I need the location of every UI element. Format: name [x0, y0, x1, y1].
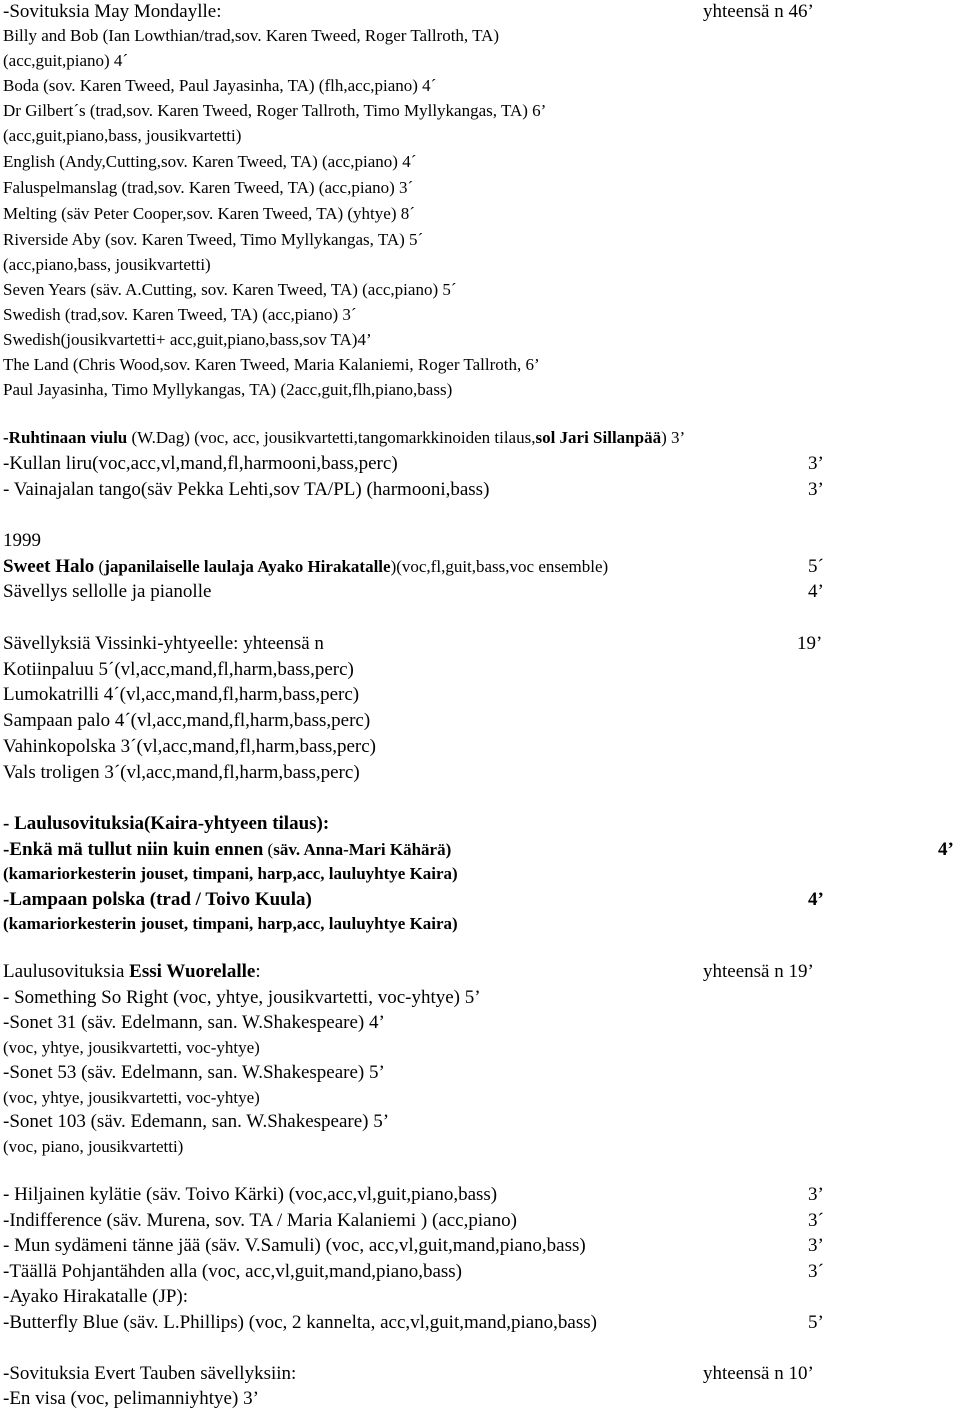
list-item: Vahinkopolska 3´(vl,acc,mand,fl,harm,bass,perc) — [3, 736, 377, 757]
soloist-name: sol Jari Sillanpää — [535, 428, 662, 447]
list-item: Faluspelmanslag (trad,sov. Karen Tweed, TA) (acc,piano) 3´ — [3, 178, 414, 197]
list-item: Melting (säv Peter Cooper,sov. Karen Tweed, TA) (yhtye) 8´ — [3, 204, 415, 223]
list-item: English (Andy,Cutting,sov. Karen Tweed, TA) (acc,piano) 4´ — [3, 152, 417, 171]
section-heading-essi — [3, 962, 261, 981]
ruhtinaan-viulu-line — [3, 429, 685, 446]
item-duration: 3’ — [808, 1235, 824, 1256]
dedicatee: japanilaiselle laulaja Ayako Hirakatalle — [104, 557, 391, 576]
list-item: - Vainajalan tango(säv Pekka Lehti,sov TA/PL) (harmooni,bass) — [3, 479, 490, 500]
list-item-detail: (acc,guit,piano,bass, jousikvartetti) — [3, 126, 242, 145]
section-total: yhteensä n 19’ — [703, 961, 814, 982]
list-item-detail: (voc, yhtye, jousikvartetti, voc-yhtye) — [3, 1088, 260, 1107]
list-item: -Lampaan polska (trad / Toivo Kuula) — [3, 889, 312, 910]
list-item: Swedish (trad,sov. Karen Tweed, TA) (acc,piano) 3´ — [3, 305, 357, 324]
work-title: -Ruhtinaan viulu — [3, 428, 128, 447]
artist-name: Essi Wuorelalle — [129, 961, 256, 982]
section-total: yhteensä n 46’ — [703, 1, 814, 22]
list-item-detail: (kamariorkesterin jouset, timpani, harp,acc, lauluyhtye Kaira) — [3, 864, 458, 883]
list-item: - Hiljainen kylätie (säv. Toivo Kärki) (voc,acc,vl,guit,piano,bass) — [3, 1184, 498, 1205]
list-item: Riverside Aby (sov. Karen Tweed, Timo Myllykangas, TA) 5´ — [3, 230, 424, 249]
item-duration: 3’ — [808, 479, 824, 500]
list-item: -Täällä Pohjantähden alla (voc, acc,vl,guit,mand,piano,bass) — [3, 1261, 463, 1282]
work-title: Sweet Halo — [3, 556, 95, 577]
work-duration: ) 3’ — [661, 428, 686, 447]
enka-line — [3, 840, 451, 859]
list-item: -Kullan liru(voc,acc,vl,mand,fl,harmooni,bass,perc) — [3, 453, 398, 474]
list-item: Swedish(jousikvartetti+ acc,guit,piano,bass,sov TA)4’ — [3, 330, 372, 349]
list-item-detail: (voc, piano, jousikvartetti) — [3, 1137, 184, 1156]
list-item-detail: (kamariorkesterin jouset, timpani, harp,acc, lauluyhtye Kaira) — [3, 914, 458, 933]
work-detail: ( — [263, 840, 274, 859]
heading-text: Laulusovituksia — [3, 961, 130, 982]
work-detail: ( — [94, 557, 105, 576]
sweet-halo-line — [3, 557, 608, 576]
list-item: Vals troligen 3´(vl,acc,mand,fl,harm,bass,perc) — [3, 762, 360, 783]
list-item-detail: (acc,guit,piano) 4´ — [3, 51, 129, 70]
item-duration: 3´ — [808, 1261, 824, 1282]
list-item: - Mun sydämeni tänne jää (säv. V.Samuli) (voc, acc,vl,guit,mand,piano,bass) — [3, 1235, 586, 1256]
list-item: Dr Gilbert´s (trad,sov. Karen Tweed, Roger Tallroth, Timo Myllykangas, TA) 6’ — [3, 101, 547, 120]
section-total: yhteensä n 10’ — [703, 1363, 814, 1384]
list-item-detail: Paul Jayasinha, Timo Myllykangas, TA) (2acc,guit,flh,piano,bass) — [3, 380, 453, 399]
list-item-detail: (acc,piano,bass, jousikvartetti) — [3, 255, 211, 274]
list-item-detail: (voc, yhtye, jousikvartetti, voc-yhtye) — [3, 1038, 260, 1057]
item-duration: 4’ — [808, 581, 824, 602]
list-item: -En visa (voc, pelimanniyhtye) 3’ — [3, 1388, 259, 1409]
section-heading-taube: -Sovituksia Evert Tauben sävellyksiin: — [3, 1363, 297, 1384]
item-duration: 4’ — [808, 889, 824, 910]
subheading-ayako: -Ayako Hirakatalle (JP): — [3, 1286, 189, 1307]
list-item: -Indifference (säv. Murena, sov. TA / Maria Kalaniemi ) (acc,piano) — [3, 1210, 517, 1231]
list-item: Sävellys sellolle ja pianolle — [3, 581, 212, 602]
item-duration: 3’ — [808, 453, 824, 474]
list-item: -Sonet 103 (säv. Edemann, san. W.Shakespeare) 5’ — [3, 1111, 390, 1132]
item-duration: 3’ — [808, 1184, 824, 1205]
list-item: Kotiinpaluu 5´(vl,acc,mand,fl,harm,bass,perc) — [3, 659, 354, 680]
heading-colon: : — [255, 961, 261, 982]
list-item: Boda (sov. Karen Tweed, Paul Jayasinha, TA) (flh,acc,piano) 4´ — [3, 76, 437, 95]
section-heading-may-mondaylle: -Sovituksia May Mondaylle: — [3, 1, 222, 22]
composer: säv. Anna-Mari Kähärä) — [273, 840, 452, 859]
list-item: -Sonet 31 (säv. Edelmann, san. W.Shakespeare) 4’ — [3, 1012, 385, 1033]
list-item: Billy and Bob (Ian Lowthian/trad,sov. Karen Tweed, Roger Tallroth, TA) — [3, 26, 500, 45]
list-item: The Land (Chris Wood,sov. Karen Tweed, Maria Kalaniemi, Roger Tallroth, 6’ — [3, 355, 540, 374]
list-item: Lumokatrilli 4´(vl,acc,mand,fl,harm,bass,perc) — [3, 684, 360, 705]
section-heading-kaira: - Laulusovituksia(Kaira-yhtyeen tilaus): — [3, 813, 330, 834]
list-item: - Something So Right (voc, yhtye, jousikvartetti, voc-yhtye) 5’ — [3, 987, 481, 1008]
item-duration: 4’ — [938, 839, 954, 860]
year-heading: 1999 — [3, 530, 41, 551]
list-item: Sampaan palo 4´(vl,acc,mand,fl,harm,bass,perc) — [3, 710, 371, 731]
item-duration: 3´ — [808, 1210, 824, 1231]
section-heading-vissinki: Sävellyksiä Vissinki-yhtyeelle: yhteensä n — [3, 633, 324, 654]
work-title: -Enkä mä tullut niin kuin ennen — [3, 839, 264, 860]
list-item: -Sonet 53 (säv. Edelmann, san. W.Shakespeare) 5’ — [3, 1062, 385, 1083]
instrumentation: )(voc,fl,guit,bass,voc ensemble) — [390, 557, 609, 576]
item-duration: 5’ — [808, 1312, 824, 1333]
section-total: 19’ — [797, 633, 823, 654]
work-detail: (W.Dag) (voc, acc, jousikvartetti,tangomarkkinoiden tilaus, — [127, 428, 536, 447]
list-item: -Butterfly Blue (säv. L.Phillips) (voc, 2 kannelta, acc,vl,guit,mand,piano,bass) — [3, 1312, 597, 1333]
item-duration: 5´ — [808, 556, 824, 577]
list-item: Seven Years (säv. A.Cutting, sov. Karen Tweed, TA) (acc,piano) 5´ — [3, 280, 457, 299]
